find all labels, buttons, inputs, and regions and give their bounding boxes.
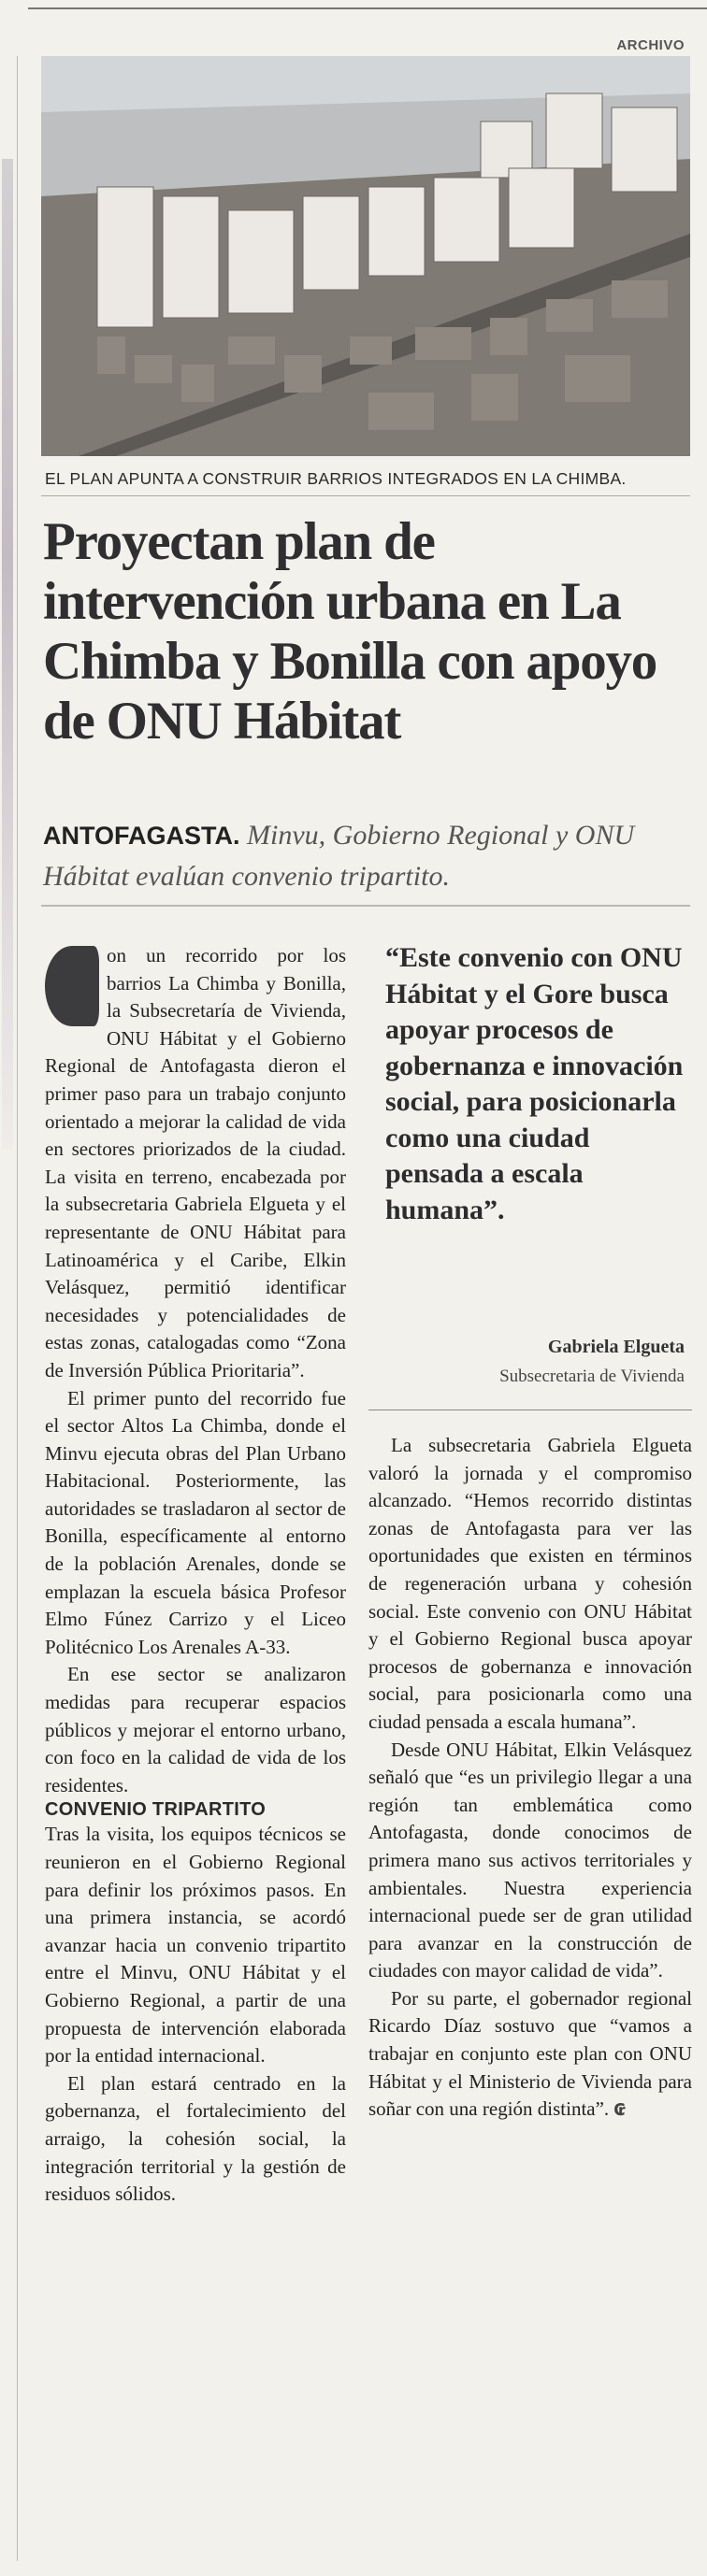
pull-quote-author: Gabriela Elgueta (547, 1337, 685, 1357)
photo-caption: EL PLAN APUNTA A CONSTRUIR BARRIOS INTEGRADOS EN LA CHIMBA. (45, 469, 627, 488)
subheading: CONVENIO TRIPARTITO (45, 1799, 267, 1821)
aerial-city-image (41, 56, 690, 456)
body-paragraph-8-text: Por su parte, el gobernador regional Ricardo Díaz sostuvo que “vamos a trabajar en conjunto este plan con ONU Hábitat y el Ministerio de Vivienda para soñar con una región distinta”. (368, 1986, 692, 2121)
pull-quote-role: Subsecretaria de Vivienda (499, 1367, 685, 1386)
body-paragraph-8 (368, 1985, 692, 2124)
dateline-location: ANTOFAGASTA. (43, 822, 240, 850)
body-paragraph-7: Desde ONU Hábitat, Elkin Velásquez señaló que “es un privilegio llegar a una región tan emblemática como Antofagasta, donde conocimos de primera mano sus activos territoriales y ambientales. Nuestra experiencia internacional puede ser de gran utilidad para avanzar en la construcción de ciudades con mayor calidad de vida”. (368, 1738, 692, 1982)
drop-cap: C (45, 946, 99, 1026)
body-paragraph-4: Tras la visita, los equipos técnicos se reunieron en el Gobierno Regional para definir los próximos pasos. En una primera instancia, se acordó avanzar hacia un convenio tripartito entre el Minvu, ONU Hábitat y el Gobierno Regional, a partir de una propuesta de intervención elaborada por la entidad internacional. (45, 1823, 346, 2068)
body-column-2 (368, 1432, 692, 2124)
caption-rule (41, 495, 690, 496)
section-divider (41, 905, 690, 907)
body-column-1 (45, 942, 346, 2209)
article-photo (41, 56, 690, 456)
pull-quote: “Este convenio con ONU Hábitat y el Gore busca apoyar procesos de gobernanza e innovación social, para posicionarla como una ciudad pensada a escala humana”. (385, 942, 684, 1225)
adjacent-photo-strip (2, 159, 13, 1150)
adjacent-article-fragment (0, 56, 18, 2561)
body-paragraph-2: El primer punto del recorrido fue el sector Altos La Chimba, donde el Minvu ejecuta obras del Plan Urbano Habitacional. Posteriormente, las autoridades se trasladaron al sector de Bonilla, específicamente al entorno de la población Arenales, donde se emplazan la escuela básica Profesor Elmo Fúnez Carrizo y el Liceo Politécnico Los Arenales A-33. (45, 1386, 346, 1658)
body-paragraph-1: on un recorrido por los barrios La Chimba y Bonilla, la Subsecretaría de Vivienda, ONU Hábitat y el Gobierno Regional de Antofagasta dieron el primer paso para un trabajo conjunto orientado a mejorar la calidad de vida en sectores priorizados de la ciudad. La visita en terreno, encabezada por la subsecretaria Gabriela Elgueta y el representante de ONU Hábitat para Latinoamérica y el Caribe, Elkin Velásquez, permitió identificar necesidades y potencialidades de estas zonas, catalogadas como “Zona de Inversión Pública Prioritaria”. (45, 944, 346, 1381)
article-headline: Proyectan plan de intervención urbana en La Chimba y Bonilla con apoyo de ONU Hábitat (43, 512, 657, 751)
photo-credit: ARCHIVO (616, 37, 685, 53)
body-paragraph-3: En ese sector se analizaron medidas para recuperar espacios públicos y mejorar el entorno urbano, con foco en la calidad de vida de los residentes. (45, 1663, 346, 1796)
top-rule (28, 0, 707, 9)
body-paragraph-6: La subsecretaria Gabriela Elgueta valoró la jornada y el compromiso alcanzado. “Hemos recorrido distintas zonas de Antofagasta para ver las oportunidades que existen en términos de regeneración urbana y cohesión social. Este convenio con ONU Hábitat y el Gobierno Regional busca apoyar procesos de gobernanza e innovación social, para posicionarla como una ciudad pensada a escala humana”. (368, 1434, 692, 1733)
end-mark-icon: ₢ (613, 2100, 626, 2121)
body-paragraph-5: El plan estará centrado en la gobernanza, el fortalecimiento del arraigo, la cohesión social, la integración territorial y la gestión de residuos sólidos. (45, 2071, 346, 2206)
standfirst (43, 815, 698, 897)
standfirst-text: Minvu, Gobierno Regional y ONU Hábitat evalúan convenio tripartito. (43, 820, 635, 892)
